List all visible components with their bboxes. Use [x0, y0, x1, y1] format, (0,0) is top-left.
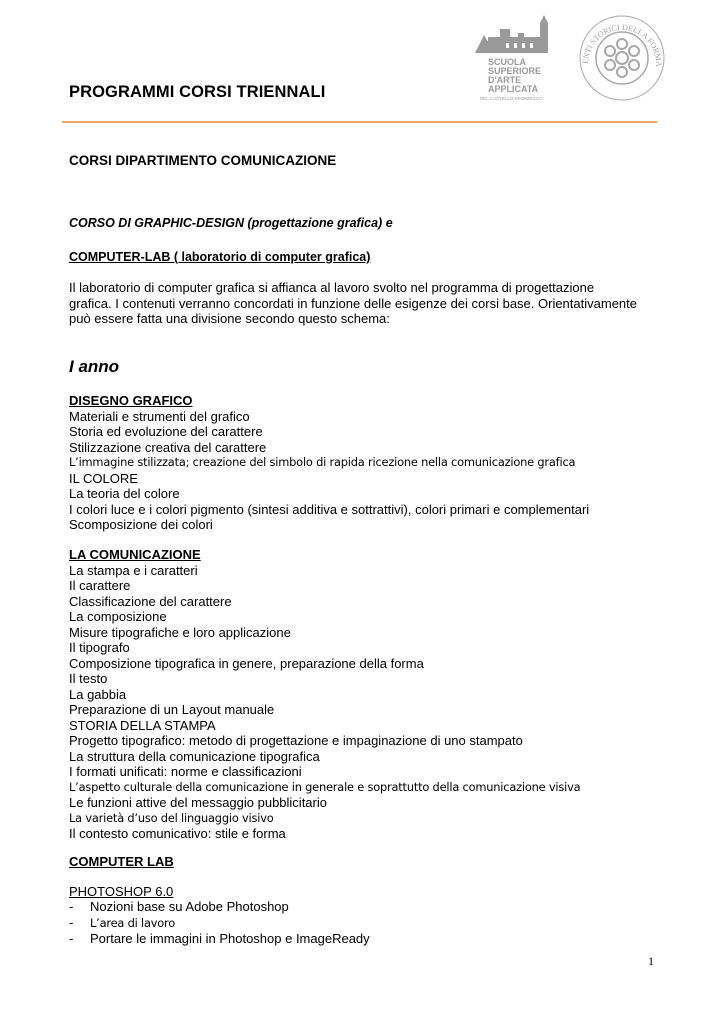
castle-icon — [470, 15, 570, 105]
page-number: 1 — [648, 954, 654, 968]
list-item: Classificazione del carattere — [69, 593, 232, 609]
list-item: - Nozioni base su Adobe Photoshop — [69, 899, 289, 914]
list-item: L’aspetto culturale della comunicazione in generale e soprattutto della comunicazione visiva — [69, 779, 581, 794]
section-heading: DISEGNO GRAFICO — [69, 393, 193, 408]
section-la-comunicazione — [69, 547, 679, 842]
lab-title: COMPUTER-LAB ( laboratorio di computer grafica) — [69, 250, 371, 264]
section-disegno-grafico — [69, 393, 679, 533]
year-heading: I anno — [69, 357, 120, 376]
logo-line-2: SUPERIORE — [488, 66, 542, 76]
list-item: Il carattere — [69, 578, 131, 593]
list-item: Il testo — [69, 671, 108, 686]
list-item: - Portare le immagini in Photoshop e ImageReady — [69, 931, 370, 946]
list-item: Preparazione di un Layout manuale — [69, 702, 275, 717]
list-item: I colori luce e i colori pigmento (sintesi additiva e sottrattivi), colori primari e complementari — [69, 501, 590, 517]
seal-logo — [578, 14, 666, 102]
list-item: Materiali e strumenti del grafico — [69, 408, 250, 424]
list-item: La teoria del colore — [69, 486, 180, 501]
list-item: Progetto tipografico: metodo di progettazione e impaginazione di uno stampato — [69, 733, 523, 748]
intro-line: grafica. I contenuti verranno concordati in funzione delle esigenze dei corsi base. Orientativamente — [69, 295, 637, 311]
subsection-heading: PHOTOSHOP 6.0 — [69, 883, 174, 899]
list-item: Misure tipografiche e loro applicazione — [69, 624, 291, 640]
intro-line: Il laboratorio di computer grafica si affianca al lavoro svolto nel programma di progettazione — [69, 280, 595, 295]
intro-line: può essere fatta una divisione secondo questo schema: — [69, 311, 390, 327]
page-title: PROGRAMMI CORSI TRIENNALI — [69, 83, 326, 101]
logo-line-1: SCUOLA — [488, 57, 526, 67]
list-item: Stilizzazione creativa del carattere — [69, 439, 267, 455]
logo-line-5: DEL CASTELLO SFORZESCO — [480, 96, 543, 101]
section-heading: LA COMUNICAZIONE — [69, 547, 201, 562]
list-item: La struttura della comunicazione tipografica — [69, 748, 320, 764]
list-item: Storia ed evoluzione del carattere — [69, 424, 263, 439]
list-item: I formati unificati: norme e classificazioni — [69, 764, 302, 779]
list-item: La varietà d’uso del linguaggio visivo — [69, 810, 274, 825]
list-item: La gabbia — [69, 686, 127, 702]
list-item: Il contesto comunicativo: stile e forma — [69, 826, 286, 841]
list-item: Scomposizione dei colori — [69, 517, 213, 532]
list-item: La composizione — [69, 609, 167, 624]
school-logo — [470, 15, 570, 105]
department-heading: CORSI DIPARTIMENTO COMUNICAZIONE — [69, 153, 337, 168]
header-divider — [62, 121, 657, 123]
logo-line-4: APPLICATA — [488, 84, 539, 94]
list-item: Il tipografo — [69, 640, 130, 655]
section-computer-lab — [69, 854, 679, 947]
list-item: STORIA DELLA STAMPA — [69, 717, 216, 733]
list-item: Le funzioni attive del messaggio pubblicitario — [69, 795, 327, 810]
list-item: Composizione tipografica in genere, preparazione della forma — [69, 655, 424, 671]
seal-icon — [578, 14, 666, 102]
course-title: CORSO DI GRAPHIC-DESIGN (progettazione grafica) e — [69, 216, 393, 230]
list-item: La stampa e i caratteri — [69, 562, 198, 578]
list-item: IL COLORE — [69, 470, 138, 486]
list-item: L’immagine stilizzata; creazione del simbolo di rapida ricezione nella comunicazione grafica — [69, 455, 576, 469]
seal-text: ENTI STORICI DELLA FORMA — [580, 22, 664, 67]
intro-paragraph — [69, 280, 669, 327]
section-heading: COMPUTER LAB — [69, 854, 174, 869]
list-item: - L’area di lavoro — [69, 914, 176, 930]
logo-line-3: D'ARTE — [488, 75, 522, 85]
